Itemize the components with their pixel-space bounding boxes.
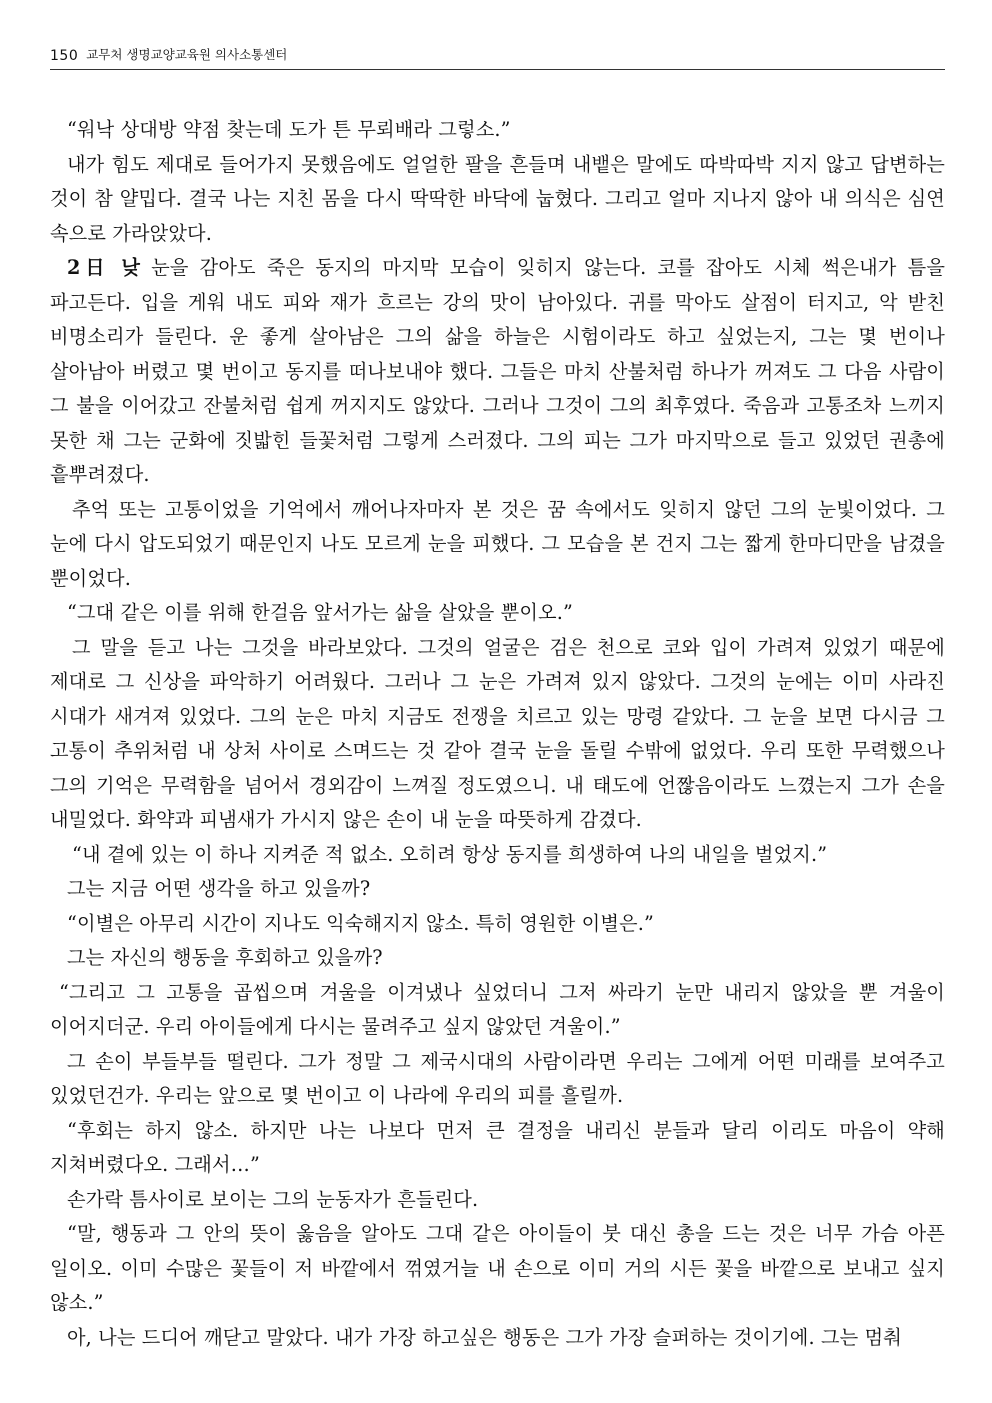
paragraph: “말, 행동과 그 안의 뜻이 옳음을 알아도 그대 같은 아이들이 붓 대신 총을 드는 것은 너무 가슴 아픈 일이오. 이미 수많은 꽃들이 저 바깥에서 꺾였거늘 내 손으로 이미 거의 시든 꽃을 바깥으로 보내고 싶지 않소.” — [50, 1222, 945, 1314]
page-header — [50, 40, 945, 64]
body-text — [50, 113, 945, 1355]
paragraph: 그 손이 부들부들 떨린다. 그가 정말 그 제국시대의 사람이라면 우리는 그에게 어떤 미래를 보여주고 있었던건가. 우리는 앞으로 몇 번이고 이 나라에 우리의 피를 흘릴까. — [50, 1049, 945, 1107]
section-label: 2日 낮 — [67, 256, 141, 279]
paragraph — [50, 251, 945, 493]
paragraph: “그대 같은 이를 위해 한걸음 앞서가는 삶을 살았을 뿐이오.” — [67, 601, 573, 624]
paragraph: 아, 나는 드디어 깨닫고 말았다. 내가 가장 하고싶은 행동은 그가 가장 슬퍼하는 것이기에. 그는 멈춰 — [67, 1325, 902, 1349]
paragraph: “그리고 그 고통을 곱씹으며 겨울을 이겨냈나 싶었더니 그저 싸라기 눈만 내리지 않았을 뿐 겨울이 이어지더군. 우리 아이들에게 다시는 물려주고 싶지 않았던 겨울이.” — [50, 980, 945, 1038]
paragraph-text: 눈을 감아도 죽은 동지의 마지막 모습이 잊히지 않는다. 코를 잡아도 시체 썩은내가 틈을 파고든다. 입을 게워 내도 피와 재가 흐르는 강의 맛이 남아있다. 귀를 막아도 살점이 터지고, 악 받친 비명소리가 들린다. 운 좋게 살아남은 그의 삶을 하늘은 시험이라도 하고 싶었는지, 그는 몇 번이나 살아남아 버렸고 몇 번이고 동지를 떠나보내야 했다. 그들은 마치 산불처럼 하나가 꺼져도 그 다음 사람이 그 불을 이어갔고 잔불처럼 쉽게 꺼지지도 않았다. 그러나 그것이 그의 최후였다. 죽음과 고통조차 느끼지 못한 채 그는 군화에 짓밟힌 들꽃처럼 그렇게 스러졌다. 그의 피는 그가 마지막으로 들고 있었던 권총에 흩뿌려졌다. — [50, 256, 946, 486]
paragraph: 그 말을 듣고 나는 그것을 바라보았다. 그것의 얼굴은 검은 천으로 코와 입이 가려져 있었기 때문에 제대로 그 신상을 파악하기 어려웠다. 그러나 그 눈은 가려져 있지 않았다. 그것의 눈에는 이미 사라진 시대가 새겨져 있었다. 그의 눈은 마치 지금도 전쟁을 치르고 있는 망령 같았다. 그 눈을 보면 다시금 그 고통이 추위처럼 내 상처 사이로 스며드는 것 같아 결국 눈을 돌릴 수밖에 없었다. 우리 또한 무력했으나 그의 기억은 무력함을 넘어서 경외감이 느껴질 정도였으니. 내 태도에 언짢음이라도 느꼈는지 그가 손을 내밀었다. 화약과 피냄새가 가시지 않은 손이 내 눈을 따뜻하게 감겼다. — [50, 635, 945, 831]
paragraph: 추억 또는 고통이었을 기억에서 깨어나자마자 본 것은 꿈 속에서도 잊히지 않던 그의 눈빛이었다. 그 눈에 다시 압도되었기 때문인지 나도 모르게 눈을 피했다. 그 모습을 본 건지 그는 짧게 한마디만을 남겼을 뿐이었다. — [50, 497, 945, 590]
paragraph: “워낙 상대방 약점 찾는데 도가 튼 무뢰배라 그렇소.” — [67, 118, 511, 141]
paragraph: 내가 힘도 제대로 들어가지 못했음에도 얼얼한 팔을 흔들며 내뱉은 말에도 따박따박 지지 않고 답변하는 것이 참 얄밉다. 결국 나는 지친 몸을 다시 딱딱한 바닥에 눕혔다. 그리고 얼마 지나지 않아 내 의식은 심연 속으로 가라앉았다. — [50, 152, 945, 245]
paragraph: “내 곁에 있는 이 하나 지켜준 적 없소. 오히려 항상 동지를 희생하여 나의 내일을 벌었지.” — [72, 842, 828, 866]
paragraph: “이별은 아무리 시간이 지나도 익숙해지지 않소. 특히 영원한 이별은.” — [67, 911, 654, 935]
page-number: 150 — [50, 48, 79, 64]
header-title: 교무처 생명교양교육원 의사소통센터 — [86, 47, 288, 62]
paragraph: 손가락 틈사이로 보이는 그의 눈동자가 흔들린다. — [67, 1187, 479, 1211]
paragraph: 그는 자신의 행동을 후회하고 있을까? — [67, 946, 383, 969]
header-divider — [50, 69, 945, 70]
paragraph: 그는 지금 어떤 생각을 하고 있을까? — [67, 877, 371, 900]
paragraph: “후회는 하지 않소. 하지만 나는 나보다 먼저 큰 결정을 내리신 분들과 달리 이리도 마음이 약해 지쳐버렸다오. 그래서…” — [50, 1118, 945, 1176]
